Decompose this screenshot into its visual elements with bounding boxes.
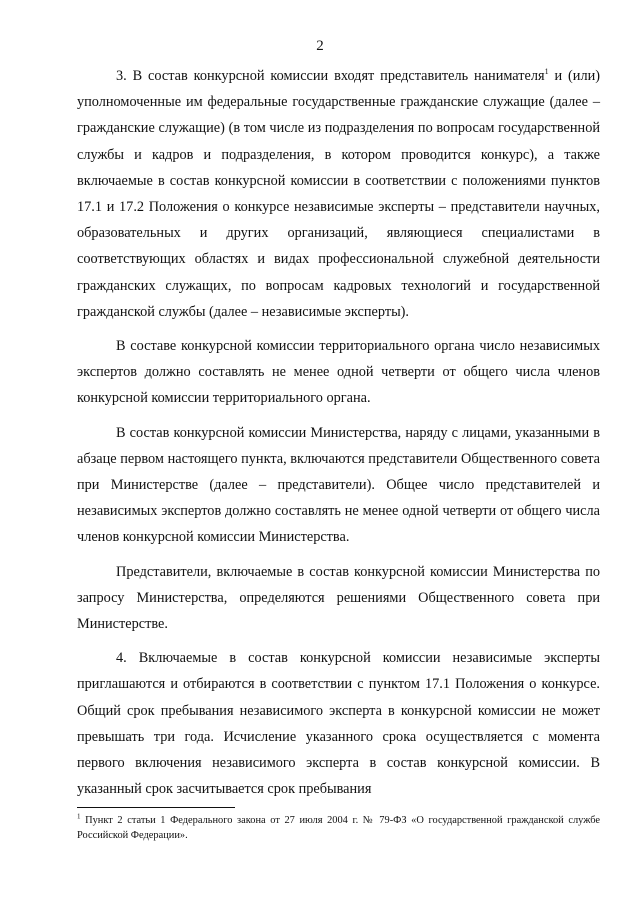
footnote-text: Пункт 2 статьи 1 Федерального закона от 27 июля 2004 г. № 79-ФЗ «О государственной гражданской службе Российской Федерации». [77,815,600,841]
footnote-reference: 1 [544,67,549,77]
footnote-marker: 1 [77,812,81,821]
paragraph-ministry-commission: В состав конкурсной комиссии Министерства, наряду с лицами, указанными в абзаце первом настоящего пункта, включаются представители Общественного совета при Министерстве (далее – представители). Общее число представителей и независимых экспертов должно составлять не менее одной четверти от общего числа членов конкурсной комиссии Министерства. [77,424,600,546]
paragraph-representatives: Представители, включаемые в состав конкурсной комиссии Министерства по запросу Министерства, определяются решениями Общественного совета при Министерстве. [77,563,600,633]
paragraph-3-text: 3. В состав конкурсной комиссии входят представитель нанимателя [116,68,545,84]
footnote-divider [77,807,235,808]
paragraph-territorial-experts: В составе конкурсной комиссии территориального органа число независимых экспертов должно составлять не менее одной четверти от общего числа членов конкурсной комиссии территориального органа. [77,338,600,407]
document-body [77,63,600,803]
footnote [77,813,600,843]
paragraph-3-continuation: и (или) уполномоченные им федеральные государственные гражданские служащие (далее – гражданские служащие) (в том числе из подразделения по вопросам государственной службы и кадров и подразделения, в котором проводится конкурс), а также включаемые в состав конкурсной комиссии в соответствии с положениями пунктов 17.1 и 17.2 Положения о конкурсе независимые эксперты – представители научных, образовательных и других организаций, являющиеся специалистами в соответствующих областях и видах профессиональной служебной деятельности гражданских служащих, по вопросам кадровых технологий и государственной гражданской службы (далее – независимые эксперты). [77,68,600,320]
paragraph-3 [77,63,600,325]
paragraph-4: 4. Включаемые в состав конкурсной комиссии независимые эксперты приглашаются и отбираются в соответствии с пунктом 17.1 Положения о конкурсе. Общий срок пребывания независимого эксперта в конкурсной комиссии не может превышать три года. Исчисление указанного срока осуществляется с момента первого включения независимого эксперта в состав конкурсной комиссии. В указанный срок засчитывается срок пребывания [77,650,600,798]
page-number: 2 [316,38,324,54]
